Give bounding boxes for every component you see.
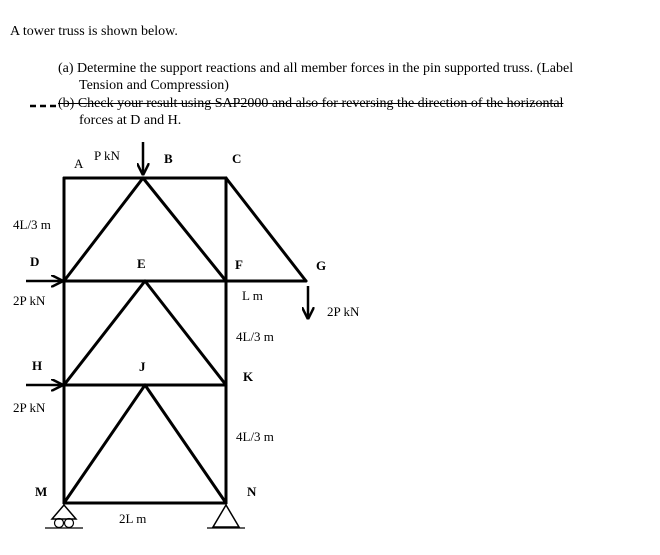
member-db xyxy=(64,178,143,281)
node-b: B xyxy=(164,151,173,166)
part-b-line2: forces at D and H. xyxy=(79,113,182,128)
part-a-line1: (a) Determine the support reactions and all member forces in the pin supported truss. (Label xyxy=(58,61,574,76)
node-a: A xyxy=(74,156,84,171)
member-ek xyxy=(145,281,226,385)
intro-text: A tower truss is shown below. xyxy=(10,24,178,39)
node-c: C xyxy=(232,151,242,166)
dim-overhang: L m xyxy=(242,288,263,303)
node-f: F xyxy=(235,257,243,272)
dim-mid-height: 4L/3 m xyxy=(236,329,274,344)
member-bf xyxy=(143,178,226,281)
node-h: H xyxy=(32,358,43,373)
node-k: K xyxy=(243,369,254,384)
node-d: D xyxy=(30,254,40,269)
member-mj xyxy=(64,385,145,503)
node-e: E xyxy=(137,256,146,271)
dim-bottom-height: 4L/3 m xyxy=(236,429,274,444)
dim-top-height: 4L/3 m xyxy=(13,217,51,232)
member-he xyxy=(64,281,145,385)
node-n: N xyxy=(247,484,257,499)
pin-support xyxy=(207,505,245,528)
dim-base-width: 2L m xyxy=(119,511,147,526)
roller-support xyxy=(45,505,83,528)
member-jn xyxy=(145,385,226,503)
load-p-label: P kN xyxy=(94,148,120,163)
load-d-label: 2P kN xyxy=(13,293,46,308)
load-g-label: 2P kN xyxy=(327,304,360,319)
node-m: M xyxy=(35,484,48,499)
part-a-line2: Tension and Compression) xyxy=(79,78,229,93)
node-g: G xyxy=(316,258,327,273)
part-b-line1: (b) Check your result using SAP2000 and also for reversing the direction of the horizontal xyxy=(58,96,564,111)
load-h-label: 2P kN xyxy=(13,400,46,415)
node-j: J xyxy=(139,359,146,374)
